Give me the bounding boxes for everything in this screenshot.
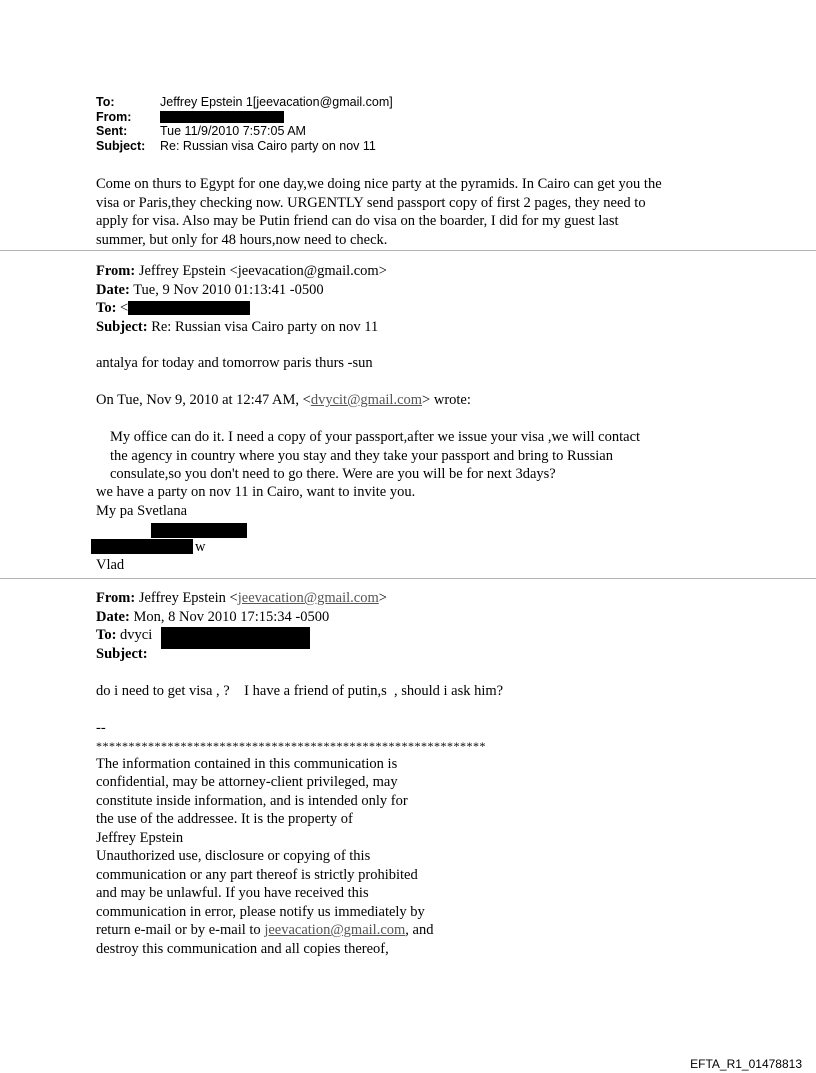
reply1-signature [96,556,756,575]
disclaimer-line: and may be unlawful. If you have received this [96,885,369,901]
message-line: apply for visa. Also may be Putin friend can do visa on the boarder, I did for my guest last [96,213,619,229]
reply1-header [96,262,756,336]
quote-intro-text: > wrote: [422,392,471,408]
header-subject-row [96,139,393,154]
message-line: do i need to get visa , ? I have a friend of putin,s , should i ask him? [96,683,504,699]
disclaimer-return-line [96,921,756,940]
reply1-date-value: Tue, 9 Nov 2010 01:13:41 -0500 [129,281,324,298]
reply1-to-row [96,299,756,318]
message-line: antalya for today and tomorrow paris thurs -sun [96,355,373,371]
redaction-bar [151,523,247,538]
header-subject-label: Subject: [96,138,146,153]
signature-stars: ************************************************************ [96,738,486,753]
document-id: EFTA_R1_01478813 [690,1057,802,1071]
message-line: My pa Svetlana [96,502,188,519]
disclaimer-line: the use of the addressee. It is the property of [96,811,353,827]
quoted-line: the agency in country where you stay and they take your passport and bring to Russian [110,447,613,464]
reply2-from-label: From: [96,590,136,606]
email-link[interactable]: jeevacation@gmail.com [237,590,379,606]
reply2-body [96,682,756,701]
reply1-to-label: To: [96,300,117,316]
reply1-quote-intro [96,391,756,410]
message-line: we have a party on nov 11 in Cairo, want to invite you. [96,484,416,500]
disclaimer-text: , and [405,922,434,938]
disclaimer-line: destroy this communication and all copies thereof, [96,940,389,957]
quote-intro-text: On Tue, Nov 9, 2010 at 12:47 AM, < [96,392,311,408]
header-sent-value: Tue 11/9/2010 7:57:05 AM [160,124,306,138]
reply2-from-row [96,589,756,608]
signature-dashes: -- [96,720,106,736]
reply1-body [96,354,756,373]
reply1-after-quote [96,483,756,520]
reply1-from-row [96,262,756,281]
disclaimer-line: constitute inside information, and is intended only for [96,792,408,809]
disclaimer-line: confidential, may be attorney-client privileged, may [96,774,398,790]
quote-intro-line [96,391,756,410]
disclaimer-line: Unauthorized use, disclosure or copying of this [96,848,371,864]
disclaimer-text: return e-mail or by e-mail to [96,922,265,938]
reply2-header [96,589,756,663]
redaction-bar [128,301,250,315]
reply2-date-value: Mon, 8 Nov 2010 17:15:34 -0500 [129,608,330,625]
reply2-date-row [96,608,756,627]
section-divider [0,250,816,251]
reply2-to-value: dvyci [116,627,153,643]
message-line: summer, but only for 48 hours,now need to check. [96,231,388,248]
redaction-bar [91,539,193,554]
reply1-quoted-block [110,428,770,484]
header-sent-label: Sent: [96,124,128,138]
message-line: visa or Paris,they checking now. URGENTLY send passport copy of first 2 pages, they need to [96,194,646,211]
header-from-row [96,110,393,125]
section-divider [0,578,816,579]
reply1-to-value: < [116,300,129,316]
reply1-subject-row [96,318,756,337]
quoted-line: My office can do it. I need a copy of your passport,after we issue your visa ,we will contact [110,429,641,445]
reply1-subject-value: Re: Russian visa Cairo party on nov 11 [147,318,379,335]
reply2-from-text: Jeffrey Epstein < [135,590,238,606]
header-from-label: From: [96,109,132,124]
disclaimer-line: The information contained in this communication is [96,755,398,772]
disclaimer-line: Jeffrey Epstein [96,829,184,846]
reply1-date-row [96,281,756,300]
header-sent-row [96,124,393,139]
reply1-date-label: Date: [96,281,130,298]
signature-name: Vlad [96,557,125,573]
redaction-bar [160,111,284,123]
reply2-from-text: > [378,590,387,606]
header-to-row [96,95,393,110]
disclaimer [96,719,756,958]
disclaimer-line: communication or any part thereof is strictly prohibited [96,866,418,883]
reply1-from-label: From: [96,263,136,279]
header-to-value: Jeffrey Epstein 1[jeevacation@gmail.com] [160,95,393,109]
email-link[interactable]: dvycit@gmail.com [310,392,423,408]
reply2-to-label: To: [96,627,117,643]
top-message-body [96,175,756,249]
redaction-bar [161,627,310,649]
partial-text: w [195,539,206,555]
disclaimer-line: communication in error, please notify us immediately by [96,903,425,920]
header-subject-value: Re: Russian visa Cairo party on nov 11 [160,138,376,153]
reply2-date-label: Date: [96,608,130,625]
email-header [96,95,393,153]
quoted-line: consulate,so you don't need to go there. Were are you will be for next 3days? [110,466,556,482]
header-to-label: To: [96,95,115,109]
email-link[interactable]: jeevacation@gmail.com [264,922,406,938]
message-line: Come on thurs to Egypt for one day,we doing nice party at the pyramids. In Cairo can get you the [96,176,662,192]
reply2-subject-label: Subject: [96,645,148,662]
reply1-subject-label: Subject: [96,318,148,335]
reply1-from-value: Jeffrey Epstein <jeevacation@gmail.com> [135,263,387,279]
